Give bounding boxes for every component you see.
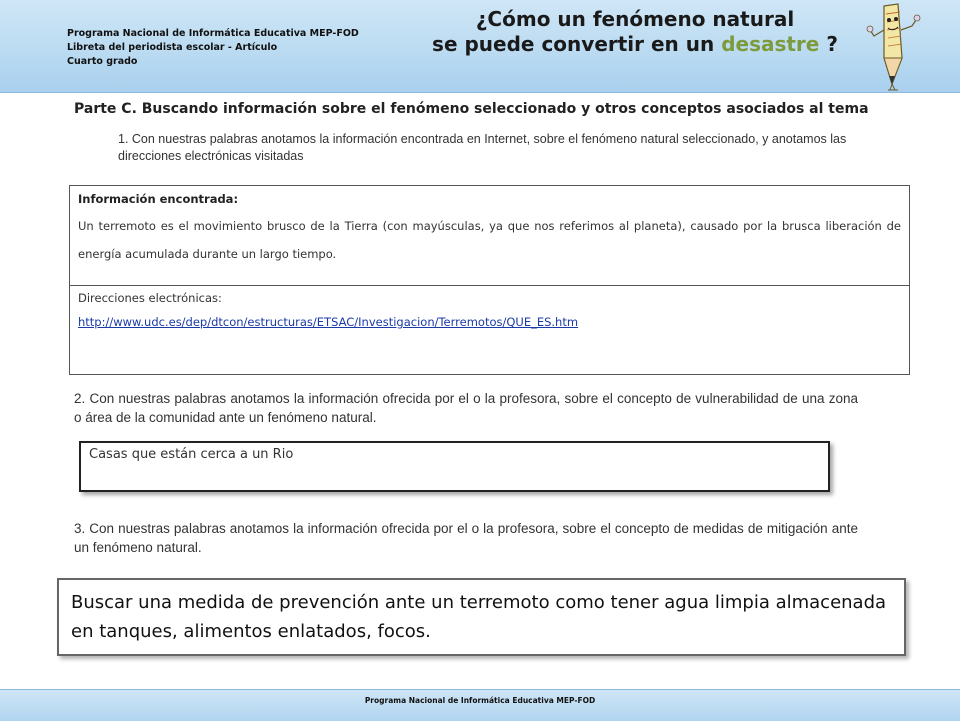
program-info xyxy=(67,27,359,69)
title-line-2: se puede convertir en un desastre ? xyxy=(432,32,838,56)
pencil-mascot-icon xyxy=(862,0,932,92)
information-table xyxy=(69,185,910,375)
info-found-text: Un terremoto es el movimiento brusco de la Tierra (con mayúsculas, ya que nos referimos al planeta), causado por la brusca liberación de energía acumulada durante un largo tiempo. xyxy=(78,219,901,261)
footer-text: Programa Nacional de Informática Educativa MEP-FOD xyxy=(364,696,596,705)
question-2: 2. Con nuestras palabras anotamos la información ofrecida por el o la profesora, sobre el concepto de vulnerabilidad de una zona o área de la comunidad ante un fenómeno natural. xyxy=(74,391,858,425)
question-3: 3. Con nuestras palabras anotamos la información ofrecida por el o la profesora, sobre el concepto de medidas de mitigación ante un fenómeno natural. xyxy=(74,521,858,555)
instruction-1: 1. Con nuestras palabras anotamos la información encontrada en Internet, sobre el fenómeno natural seleccionado, y anotamos las direcciones electrónicas visitadas xyxy=(118,132,847,163)
page-title xyxy=(420,7,850,57)
notebook-subtitle: Libreta del periodista escolar - Artículo xyxy=(67,42,278,53)
program-name: Programa Nacional de Informática Educativa MEP-FOD xyxy=(67,28,359,39)
answer-3-box[interactable]: Buscar una medida de prevención ante un terremoto como tener agua limpia almacenada en tanques, alimentos enlatados, focos. xyxy=(57,578,906,656)
info-found-cell xyxy=(70,186,909,286)
reference-url-link[interactable]: http://www.udc.es/dep/dtcon/estructuras/ETSAC/Investigacion/Terremotos/QUE_ES.htm xyxy=(78,315,579,329)
info-found-label: Información encontrada: xyxy=(78,192,239,206)
header-banner xyxy=(0,0,960,93)
title-accent-word: desastre xyxy=(721,32,820,56)
answer-2-box[interactable]: Casas que están cerca a un Rio xyxy=(79,441,830,492)
section-heading: Parte C. Buscando información sobre el fenómeno seleccionado y otros conceptos asociados al tema xyxy=(74,101,869,117)
title-line-1: ¿Cómo un fenómeno natural xyxy=(475,7,795,31)
urls-label: Direcciones electrónicas: xyxy=(78,291,222,305)
urls-cell xyxy=(70,286,909,374)
footer-banner xyxy=(0,689,960,721)
grade-label: Cuarto grado xyxy=(67,56,138,67)
